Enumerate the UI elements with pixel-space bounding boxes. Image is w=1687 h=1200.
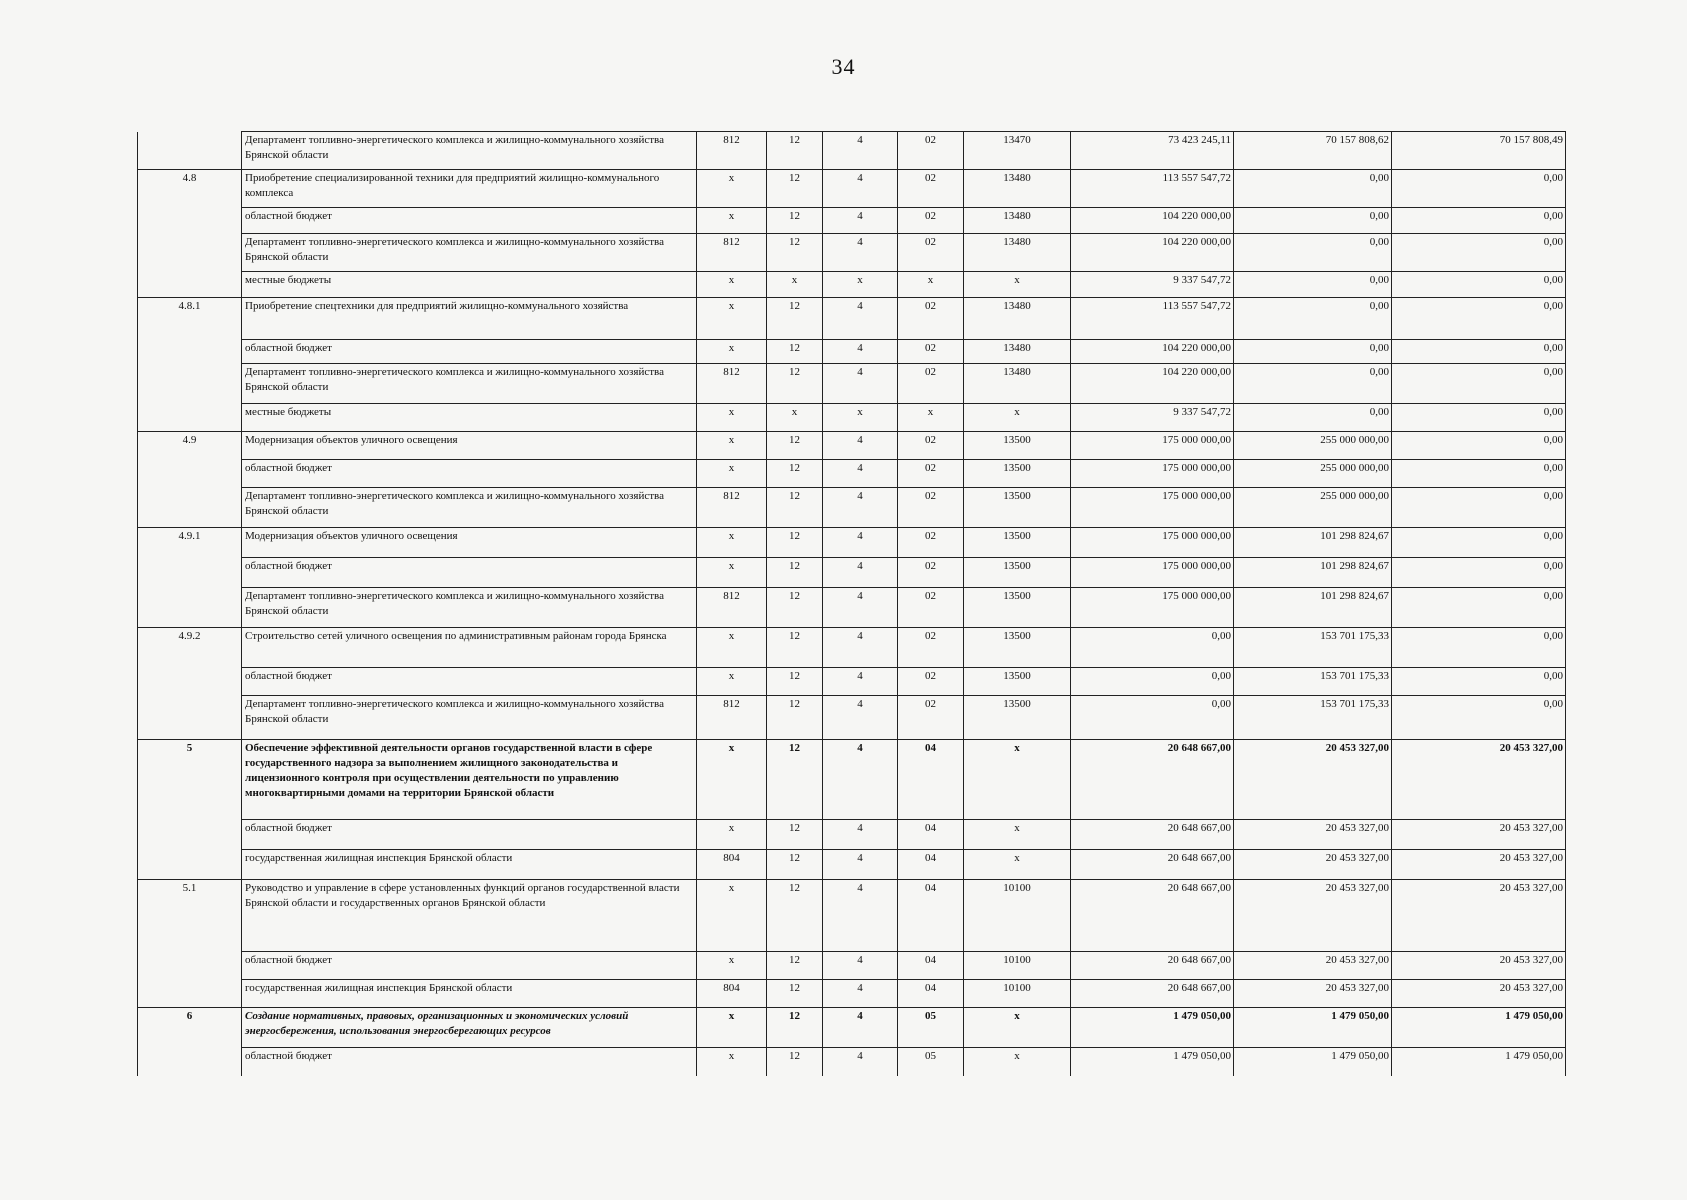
- row-name: Создание нормативных, правовых, организационных и экономических условий энергосбережения, использования энергосберегающих ресурсов: [242, 1008, 697, 1048]
- cell-pr: 4: [823, 1048, 898, 1076]
- cell-subprogram: x: [898, 272, 964, 298]
- cell-rz: 12: [767, 460, 823, 488]
- cell-subprogram: 05: [898, 1048, 964, 1076]
- row-name: Модернизация объектов уличного освещения: [242, 528, 697, 558]
- row-index: 4.9.1: [138, 528, 242, 558]
- cell-pr: 4: [823, 488, 898, 528]
- cell-amount-1: 73 423 245,11: [1071, 132, 1234, 170]
- cell-pr: 4: [823, 528, 898, 558]
- row-index: [138, 340, 242, 364]
- row-name: Руководство и управление в сфере установленных функций органов государственной власти Брянской области и государственных органов Брянской области: [242, 880, 697, 952]
- cell-rz: 12: [767, 980, 823, 1008]
- cell-amount-1: 175 000 000,00: [1071, 558, 1234, 588]
- cell-amount-1: 113 557 547,72: [1071, 170, 1234, 208]
- cell-grbs: x: [697, 880, 767, 952]
- cell-amount-3: 0,00: [1392, 488, 1566, 528]
- cell-subprogram: 02: [898, 528, 964, 558]
- row-index: [138, 208, 242, 234]
- cell-subprogram: 02: [898, 668, 964, 696]
- cell-rz: 12: [767, 628, 823, 668]
- cell-amount-1: 9 337 547,72: [1071, 272, 1234, 298]
- table-row: [138, 740, 1566, 820]
- cell-code: 13500: [964, 528, 1071, 558]
- row-name: Департамент топливно-энергетического комплекса и жилищно-коммунального хозяйства Брянской области: [242, 132, 697, 170]
- cell-amount-2: 1 479 050,00: [1234, 1008, 1392, 1048]
- cell-subprogram: 02: [898, 340, 964, 364]
- cell-subprogram: 02: [898, 558, 964, 588]
- cell-amount-2: 20 453 327,00: [1234, 820, 1392, 850]
- cell-grbs: x: [697, 272, 767, 298]
- cell-pr: 4: [823, 952, 898, 980]
- cell-grbs: x: [697, 740, 767, 820]
- row-index: [138, 364, 242, 404]
- cell-pr: 4: [823, 460, 898, 488]
- cell-pr: 4: [823, 740, 898, 820]
- cell-grbs: x: [697, 668, 767, 696]
- cell-rz: 12: [767, 952, 823, 980]
- row-index: 4.8: [138, 170, 242, 208]
- cell-rz: 12: [767, 558, 823, 588]
- cell-amount-2: 255 000 000,00: [1234, 432, 1392, 460]
- cell-subprogram: 02: [898, 170, 964, 208]
- table-row: [138, 558, 1566, 588]
- cell-grbs: x: [697, 1048, 767, 1076]
- table-row: [138, 952, 1566, 980]
- row-index: [138, 132, 242, 170]
- cell-rz: 12: [767, 588, 823, 628]
- cell-grbs: 812: [697, 488, 767, 528]
- row-name: областной бюджет: [242, 558, 697, 588]
- cell-pr: 4: [823, 696, 898, 740]
- cell-amount-2: 101 298 824,67: [1234, 588, 1392, 628]
- cell-rz: x: [767, 404, 823, 432]
- cell-code: x: [964, 850, 1071, 880]
- row-name: Приобретение спецтехники для предприятий жилищно-коммунального хозяйства: [242, 298, 697, 340]
- cell-amount-3: 20 453 327,00: [1392, 952, 1566, 980]
- cell-amount-2: 0,00: [1234, 298, 1392, 340]
- row-name: областной бюджет: [242, 952, 697, 980]
- row-index: [138, 820, 242, 850]
- cell-rz: 12: [767, 208, 823, 234]
- cell-rz: 12: [767, 234, 823, 272]
- cell-amount-3: 1 479 050,00: [1392, 1048, 1566, 1076]
- cell-subprogram: 02: [898, 364, 964, 404]
- cell-amount-1: 20 648 667,00: [1071, 820, 1234, 850]
- cell-pr: x: [823, 404, 898, 432]
- cell-rz: 12: [767, 432, 823, 460]
- cell-rz: 12: [767, 668, 823, 696]
- cell-rz: 12: [767, 880, 823, 952]
- cell-code: x: [964, 404, 1071, 432]
- cell-amount-1: 0,00: [1071, 696, 1234, 740]
- cell-code: x: [964, 272, 1071, 298]
- row-index: 6: [138, 1008, 242, 1048]
- cell-subprogram: 02: [898, 208, 964, 234]
- cell-rz: 12: [767, 740, 823, 820]
- cell-amount-2: 255 000 000,00: [1234, 460, 1392, 488]
- cell-rz: 12: [767, 1048, 823, 1076]
- cell-subprogram: 02: [898, 298, 964, 340]
- cell-amount-1: 0,00: [1071, 668, 1234, 696]
- cell-amount-3: 1 479 050,00: [1392, 1008, 1566, 1048]
- cell-grbs: x: [697, 404, 767, 432]
- cell-subprogram: 02: [898, 488, 964, 528]
- row-name: государственная жилищная инспекция Брянской области: [242, 850, 697, 880]
- cell-rz: 12: [767, 850, 823, 880]
- cell-amount-3: 20 453 327,00: [1392, 820, 1566, 850]
- cell-amount-1: 175 000 000,00: [1071, 588, 1234, 628]
- cell-amount-3: 0,00: [1392, 668, 1566, 696]
- cell-pr: 4: [823, 298, 898, 340]
- cell-code: 13500: [964, 668, 1071, 696]
- cell-code: 13480: [964, 298, 1071, 340]
- cell-amount-3: 70 157 808,49: [1392, 132, 1566, 170]
- cell-amount-2: 153 701 175,33: [1234, 696, 1392, 740]
- cell-code: 13470: [964, 132, 1071, 170]
- cell-code: 13500: [964, 696, 1071, 740]
- cell-amount-1: 1 479 050,00: [1071, 1008, 1234, 1048]
- cell-amount-3: 0,00: [1392, 298, 1566, 340]
- row-index: [138, 460, 242, 488]
- row-index: 4.9: [138, 432, 242, 460]
- cell-code: 13480: [964, 208, 1071, 234]
- cell-pr: 4: [823, 132, 898, 170]
- row-name: областной бюджет: [242, 820, 697, 850]
- cell-amount-2: 0,00: [1234, 364, 1392, 404]
- cell-amount-3: 0,00: [1392, 208, 1566, 234]
- cell-code: 10100: [964, 952, 1071, 980]
- table-row: [138, 588, 1566, 628]
- cell-amount-1: 175 000 000,00: [1071, 460, 1234, 488]
- cell-amount-2: 20 453 327,00: [1234, 850, 1392, 880]
- cell-rz: 12: [767, 298, 823, 340]
- cell-pr: 4: [823, 208, 898, 234]
- row-index: [138, 234, 242, 272]
- cell-amount-3: 0,00: [1392, 364, 1566, 404]
- row-index: [138, 1048, 242, 1076]
- cell-pr: 4: [823, 1008, 898, 1048]
- row-name: Обеспечение эффективной деятельности органов государственной власти в сфере государственного надзора за выполнением жилищного законодательства и лицензионного контроля при осуществлении деятельности по управлению многоквартирными домами на территории Брянской области: [242, 740, 697, 820]
- table-row: [138, 488, 1566, 528]
- table-row: [138, 668, 1566, 696]
- cell-code: 13500: [964, 628, 1071, 668]
- cell-pr: 4: [823, 558, 898, 588]
- row-name: Приобретение специализированной техники для предприятий жилищно-коммунального комплекса: [242, 170, 697, 208]
- row-index: [138, 952, 242, 980]
- cell-amount-2: 0,00: [1234, 272, 1392, 298]
- cell-subprogram: 02: [898, 132, 964, 170]
- cell-code: 13500: [964, 432, 1071, 460]
- cell-amount-1: 20 648 667,00: [1071, 952, 1234, 980]
- budget-table: [137, 131, 1566, 1076]
- row-name: Модернизация объектов уличного освещения: [242, 432, 697, 460]
- cell-grbs: x: [697, 528, 767, 558]
- cell-pr: x: [823, 272, 898, 298]
- cell-grbs: x: [697, 298, 767, 340]
- table-row: [138, 432, 1566, 460]
- row-name: местные бюджеты: [242, 272, 697, 298]
- row-name: областной бюджет: [242, 668, 697, 696]
- cell-amount-2: 0,00: [1234, 234, 1392, 272]
- cell-amount-3: 20 453 327,00: [1392, 850, 1566, 880]
- cell-pr: 4: [823, 364, 898, 404]
- row-index: [138, 558, 242, 588]
- table-row: [138, 234, 1566, 272]
- cell-amount-1: 20 648 667,00: [1071, 880, 1234, 952]
- cell-amount-3: 0,00: [1392, 588, 1566, 628]
- cell-code: x: [964, 740, 1071, 820]
- table-row: [138, 298, 1566, 340]
- cell-amount-2: 20 453 327,00: [1234, 952, 1392, 980]
- table-row: [138, 170, 1566, 208]
- cell-grbs: x: [697, 340, 767, 364]
- cell-amount-2: 153 701 175,33: [1234, 668, 1392, 696]
- cell-amount-2: 20 453 327,00: [1234, 880, 1392, 952]
- cell-amount-2: 0,00: [1234, 208, 1392, 234]
- cell-amount-3: 0,00: [1392, 404, 1566, 432]
- cell-pr: 4: [823, 432, 898, 460]
- cell-amount-1: 20 648 667,00: [1071, 740, 1234, 820]
- row-name: областной бюджет: [242, 460, 697, 488]
- cell-amount-3: 0,00: [1392, 460, 1566, 488]
- cell-grbs: x: [697, 1008, 767, 1048]
- cell-code: x: [964, 1048, 1071, 1076]
- row-index: [138, 850, 242, 880]
- cell-amount-3: 0,00: [1392, 628, 1566, 668]
- cell-pr: 4: [823, 234, 898, 272]
- table-row: [138, 1008, 1566, 1048]
- cell-amount-1: 104 220 000,00: [1071, 340, 1234, 364]
- cell-grbs: x: [697, 170, 767, 208]
- cell-amount-3: 0,00: [1392, 528, 1566, 558]
- row-name: государственная жилищная инспекция Брянской области: [242, 980, 697, 1008]
- cell-code: 10100: [964, 980, 1071, 1008]
- cell-rz: x: [767, 272, 823, 298]
- cell-rz: 12: [767, 170, 823, 208]
- cell-code: x: [964, 820, 1071, 850]
- cell-subprogram: 02: [898, 696, 964, 740]
- cell-amount-2: 0,00: [1234, 404, 1392, 432]
- cell-grbs: 812: [697, 132, 767, 170]
- cell-amount-3: 0,00: [1392, 558, 1566, 588]
- row-name: Департамент топливно-энергетического комплекса и жилищно-коммунального хозяйства Брянской области: [242, 488, 697, 528]
- cell-amount-1: 104 220 000,00: [1071, 234, 1234, 272]
- cell-grbs: x: [697, 558, 767, 588]
- cell-grbs: 812: [697, 696, 767, 740]
- cell-rz: 12: [767, 1008, 823, 1048]
- cell-pr: 4: [823, 880, 898, 952]
- cell-amount-3: 0,00: [1392, 272, 1566, 298]
- table-row: [138, 208, 1566, 234]
- cell-code: 13500: [964, 588, 1071, 628]
- cell-pr: 4: [823, 668, 898, 696]
- table-row: [138, 850, 1566, 880]
- row-index: 4.8.1: [138, 298, 242, 340]
- cell-grbs: x: [697, 432, 767, 460]
- row-name: Департамент топливно-энергетического комплекса и жилищно-коммунального хозяйства Брянской области: [242, 234, 697, 272]
- row-index: 5: [138, 740, 242, 820]
- cell-grbs: 804: [697, 850, 767, 880]
- cell-amount-3: 0,00: [1392, 234, 1566, 272]
- row-index: [138, 668, 242, 696]
- cell-rz: 12: [767, 488, 823, 528]
- table-row: [138, 272, 1566, 298]
- row-index: [138, 404, 242, 432]
- row-name: Департамент топливно-энергетического комплекса и жилищно-коммунального хозяйства Брянской области: [242, 364, 697, 404]
- cell-rz: 12: [767, 820, 823, 850]
- cell-pr: 4: [823, 170, 898, 208]
- cell-amount-1: 20 648 667,00: [1071, 980, 1234, 1008]
- table-row: [138, 980, 1566, 1008]
- cell-amount-2: 0,00: [1234, 340, 1392, 364]
- cell-amount-2: 1 479 050,00: [1234, 1048, 1392, 1076]
- table-body: [138, 132, 1566, 1076]
- cell-subprogram: 04: [898, 820, 964, 850]
- cell-rz: 12: [767, 696, 823, 740]
- cell-code: 13480: [964, 170, 1071, 208]
- cell-subprogram: 02: [898, 234, 964, 272]
- cell-subprogram: 04: [898, 740, 964, 820]
- cell-amount-1: 175 000 000,00: [1071, 488, 1234, 528]
- row-index: [138, 488, 242, 528]
- cell-amount-2: 0,00: [1234, 170, 1392, 208]
- cell-code: 13500: [964, 558, 1071, 588]
- cell-amount-1: 104 220 000,00: [1071, 364, 1234, 404]
- cell-amount-3: 0,00: [1392, 340, 1566, 364]
- table-row: [138, 364, 1566, 404]
- cell-pr: 4: [823, 980, 898, 1008]
- cell-subprogram: 02: [898, 432, 964, 460]
- cell-amount-3: 20 453 327,00: [1392, 980, 1566, 1008]
- cell-amount-2: 153 701 175,33: [1234, 628, 1392, 668]
- cell-amount-1: 175 000 000,00: [1071, 528, 1234, 558]
- cell-subprogram: 04: [898, 952, 964, 980]
- cell-amount-1: 113 557 547,72: [1071, 298, 1234, 340]
- cell-amount-2: 20 453 327,00: [1234, 740, 1392, 820]
- table-row: [138, 132, 1566, 170]
- cell-grbs: 812: [697, 234, 767, 272]
- cell-grbs: x: [697, 952, 767, 980]
- row-name: областной бюджет: [242, 340, 697, 364]
- row-name: Строительство сетей уличного освещения по административным районам города Брянска: [242, 628, 697, 668]
- table-row: [138, 460, 1566, 488]
- cell-code: 13480: [964, 234, 1071, 272]
- cell-rz: 12: [767, 528, 823, 558]
- cell-grbs: x: [697, 628, 767, 668]
- row-index: [138, 272, 242, 298]
- table-row: [138, 820, 1566, 850]
- cell-amount-1: 1 479 050,00: [1071, 1048, 1234, 1076]
- cell-amount-1: 175 000 000,00: [1071, 432, 1234, 460]
- cell-amount-2: 20 453 327,00: [1234, 980, 1392, 1008]
- cell-code: 13500: [964, 460, 1071, 488]
- page-number: 34: [831, 54, 856, 79]
- cell-amount-1: 0,00: [1071, 628, 1234, 668]
- row-name: областной бюджет: [242, 1048, 697, 1076]
- table-row: [138, 880, 1566, 952]
- cell-pr: 4: [823, 588, 898, 628]
- row-name: Департамент топливно-энергетического комплекса и жилищно-коммунального хозяйства Брянской области: [242, 696, 697, 740]
- table-row: [138, 404, 1566, 432]
- cell-amount-1: 20 648 667,00: [1071, 850, 1234, 880]
- row-index: 5.1: [138, 880, 242, 952]
- cell-amount-3: 0,00: [1392, 170, 1566, 208]
- cell-code: x: [964, 1008, 1071, 1048]
- cell-rz: 12: [767, 364, 823, 404]
- cell-code: 13480: [964, 340, 1071, 364]
- cell-rz: 12: [767, 132, 823, 170]
- row-index: [138, 696, 242, 740]
- cell-pr: 4: [823, 628, 898, 668]
- row-index: [138, 980, 242, 1008]
- table-row: [138, 628, 1566, 668]
- cell-grbs: 804: [697, 980, 767, 1008]
- cell-amount-2: 255 000 000,00: [1234, 488, 1392, 528]
- cell-rz: 12: [767, 340, 823, 364]
- row-index: 4.9.2: [138, 628, 242, 668]
- cell-amount-2: 101 298 824,67: [1234, 558, 1392, 588]
- cell-amount-3: 0,00: [1392, 696, 1566, 740]
- cell-amount-1: 104 220 000,00: [1071, 208, 1234, 234]
- cell-code: 13480: [964, 364, 1071, 404]
- cell-pr: 4: [823, 850, 898, 880]
- cell-subprogram: 02: [898, 628, 964, 668]
- cell-amount-3: 0,00: [1392, 432, 1566, 460]
- cell-pr: 4: [823, 820, 898, 850]
- cell-subprogram: 02: [898, 588, 964, 628]
- cell-code: 10100: [964, 880, 1071, 952]
- cell-pr: 4: [823, 340, 898, 364]
- row-name: местные бюджеты: [242, 404, 697, 432]
- cell-amount-1: 9 337 547,72: [1071, 404, 1234, 432]
- cell-amount-3: 20 453 327,00: [1392, 880, 1566, 952]
- cell-amount-2: 70 157 808,62: [1234, 132, 1392, 170]
- cell-grbs: x: [697, 460, 767, 488]
- table-row: [138, 528, 1566, 558]
- cell-code: 13500: [964, 488, 1071, 528]
- cell-subprogram: 05: [898, 1008, 964, 1048]
- cell-subprogram: x: [898, 404, 964, 432]
- cell-subprogram: 04: [898, 880, 964, 952]
- table-row: [138, 340, 1566, 364]
- row-name: областной бюджет: [242, 208, 697, 234]
- cell-amount-2: 101 298 824,67: [1234, 528, 1392, 558]
- table-row: [138, 1048, 1566, 1076]
- cell-amount-3: 20 453 327,00: [1392, 740, 1566, 820]
- cell-grbs: x: [697, 820, 767, 850]
- cell-grbs: x: [697, 208, 767, 234]
- cell-subprogram: 04: [898, 980, 964, 1008]
- row-index: [138, 588, 242, 628]
- cell-subprogram: 04: [898, 850, 964, 880]
- cell-grbs: 812: [697, 364, 767, 404]
- row-name: Департамент топливно-энергетического комплекса и жилищно-коммунального хозяйства Брянской области: [242, 588, 697, 628]
- cell-subprogram: 02: [898, 460, 964, 488]
- table-row: [138, 696, 1566, 740]
- cell-grbs: 812: [697, 588, 767, 628]
